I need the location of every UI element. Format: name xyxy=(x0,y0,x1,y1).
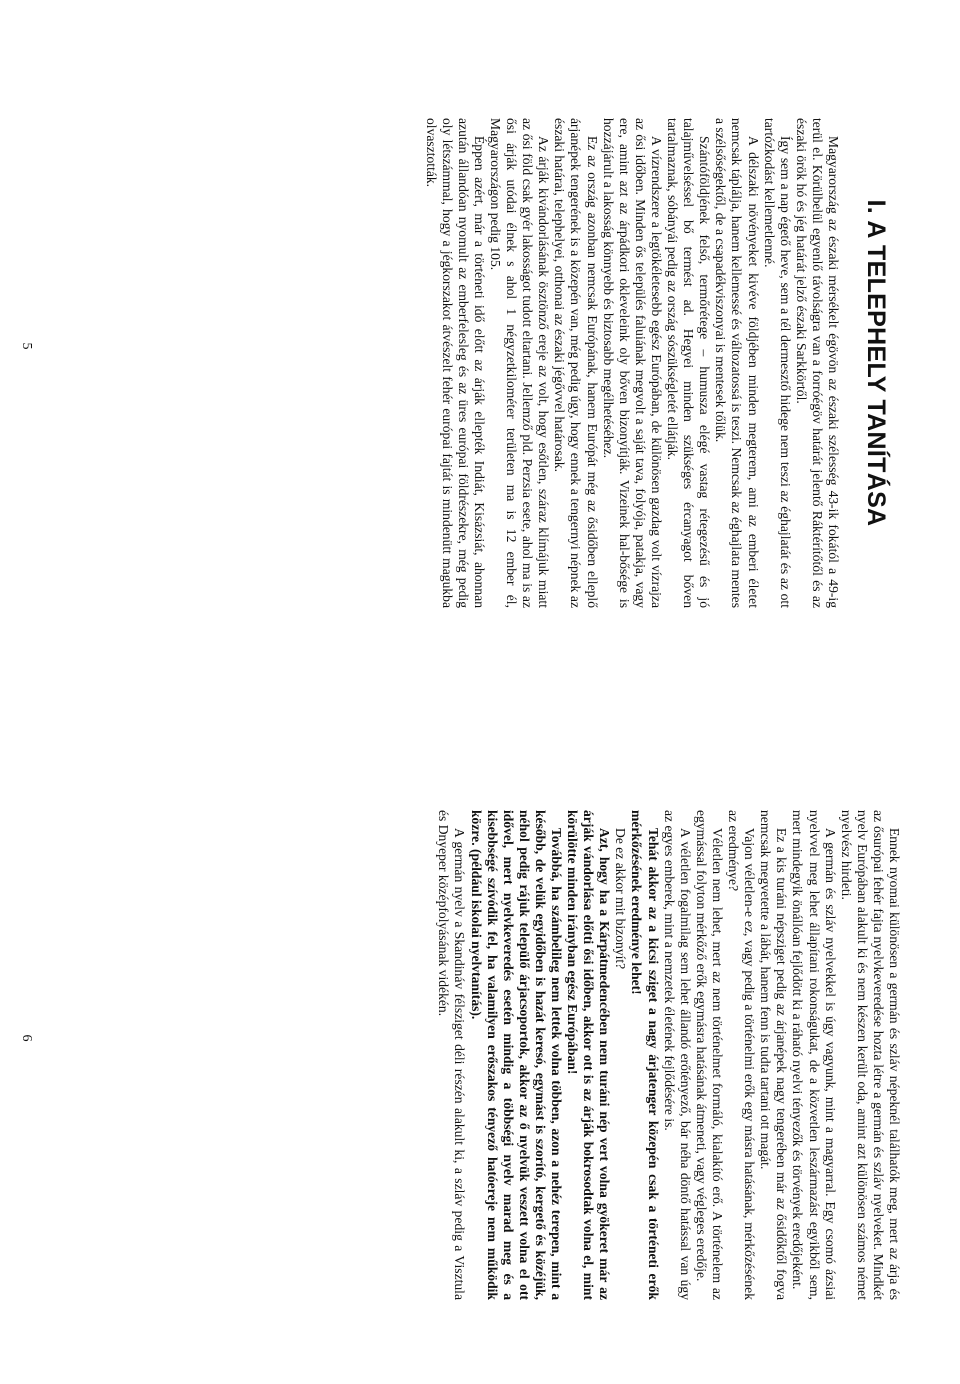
paragraph: A véletlen fogalmilag sem lehet állandó erőtényező, bár néha döntő hatással van úgy az egyes emberek, mint a nemzetek életének fejlődésére is. xyxy=(661,810,693,1300)
page-6-rotated-sheet xyxy=(0,692,960,1384)
paragraph: Magyarország az északi mérsékelt égövön az északi szélesség 43-ik fokától a 49-ig terül el. Körülbelül egyenlő távolságra van a forróégöv határát jelentő Ráktérítőtől és az északi örök hó és jég határát jelző északi Sarkkörtől. xyxy=(793,118,841,608)
paragraph: Ez a kis turáni népsziget pedig az árjanépek nagy tengerében már az ősidőktől fogva nemcsak megvetette a lábát, hanem fenn is tudta tartani ott magát. xyxy=(758,810,790,1300)
paragraph: Éppen azért, már a történeti idő előtt az árják ellepték Indiát, Kisázsiát, ahonnan azután állandóan nyomult az emberfelesleg és az üres európai földrészekre, még pedig oly létszámmal, hogy a jégkorszakot átvészelt fehér európai fajtát is mindenütt magukba olvasztották. xyxy=(423,118,487,608)
paragraph: Így sem a nap égető heve, sem a tél dermesztő hidege nem teszi az éghajlatát és az ott tartózkodást kellemetlenné. xyxy=(761,118,793,608)
book-page-6 xyxy=(0,692,960,1384)
paragraph: Véletlen nem lehet, mert az nem történelmet formáló, kialakító erő. A történelem az egymással folyton mérkőző erők egymásra hatásának átmeneti, vagy végleges eredője. xyxy=(693,810,725,1300)
paragraph: Tehát akkor az a kicsi sziget a nagy árjatenger közepén csak a történeti erők mérkőzésének eredménye lehet! xyxy=(629,810,661,1300)
page-6-text-column xyxy=(70,810,902,1300)
paragraph: A vízrendszere a legtökéletesebb egész Európában, de különösen gazdag volt vízrajza az ősi időben. Minden ős település faluiának megvolt a saját tava, folyója, patakja, vagy ere, amint azt az árpádkori okleveleink oly bőven bizonyítják. Vizeinek hal-bősége is hozzájárult a lakosság könnyebb és biztosabb megélhetéséhez. xyxy=(600,118,664,608)
paragraph: Továbbá, ha számbelileg nem lettek volna többen, azon a nehéz terepen, mint a később, de velük egyidőben is hazát keresó, egymást is szorító, kergető és közéjük, néhol pedig rájuk települő árjacsoportok, akkor az ő nyelvük veszett volna el ott idővel, mert nyelvkeveredés esetén mindig a többségi nyelv marad meg és a kisebbségé szívódik fel, ha valamilyen erőszakos tényező hatóereje nem működik közre. (például iskolai nyelvtanítás). xyxy=(468,810,565,1300)
page-number-6: 6 xyxy=(19,1034,34,1042)
page-5-text-column xyxy=(70,118,890,608)
paragraph: Az árják kivándorlásának ösztönző ereje az volt, hogy esőtlen, száraz klímájuk miatt az ősi föld csak gyér lakosságot tudott eltartani. Jellemző pld. Perzsia esete, ahol ma is az ősi árják utódai élnek s ahol 1 négyzetkilométer területen ma is 12 ember él, Magyarországon pedig 105. xyxy=(488,118,552,608)
paragraph: Ez az ország azonban nemcsak Európának, hanem Európát még az ősidőben elleplő árjanépek tengerének is a közepén van, még pedig úgy, hogy ennek a tengernyi népnek az északi határai, telephelyei, otthonai az északi jégővvel határosak. xyxy=(552,118,600,608)
paragraph: Azt, hogy ha a Kárpátmedencében nem turáni nép vert volna gyökeret már az árják vándorlása előtti ősi időben, akkor ott is az árják bokrosodtak volna el, mint körülötte minden irányban egész Európában! xyxy=(565,810,613,1300)
page-5-body xyxy=(423,118,841,608)
paragraph: A germán és szláv nyelvekkel is úgy vagyunk, mint a magyarral. Egy csomó ázsiai nyelvvel meg lehet állapítani rokonságukat, de a közvetlen leszármazást egyikből sem, mert mindegyik önállóan fejlődött ki a ráható nyelvi tényezők és törvények eredőjeként. xyxy=(790,810,838,1300)
page-number-5: 5 xyxy=(19,342,34,350)
paragraph: A germán nyelv a Skandináv félsziget déli részén alakult ki, a szláv pedig a Visztula és Dnyeper középfolyásának vidékén. xyxy=(436,810,468,1300)
paragraph: A délszaki növényeket kivéve földjében minden megterem, ami az emberi életet nemcsak táplálja, hanem kellemessé és változatossá is teszi. Nemcsak az éghajlata mentes a szélsőségektől, de a csapadékviszonyai is mentesek tőlük. xyxy=(713,118,761,608)
paragraph: Ennek nyomai különösen a germán és szláv népeknél találhatók meg, mert az árja és az ősurópai fehér fajta nyelvkeveredése hozta létre a germán és szláv nyelveket. Mindkét nyelv Európában alakult ki és nem készen került oda, amint azt különösen számos német nyelvész hirdeti. xyxy=(838,810,902,1300)
chapter-title: I. A TELEPHELY TANÍTÁSA xyxy=(862,199,890,527)
paragraph: Vajon véletlen-e ez, vagy pedig a történelmi erők egy másra hatásának, mérkőzésének az eredménye? xyxy=(726,810,758,1300)
page-6-body xyxy=(435,810,902,1300)
paragraph: De ez akkor mit bizonyít? xyxy=(613,828,629,970)
paragraph: Szántóföldjének felső, termőrétege – humusza elégé vastag rétegezésű és jó talajművelséssel bő termést ad. Hegyei minden szükséges ércanyagot bőven tartalmaznak, sóbányái pedig az ország sószükségletét ellátják. xyxy=(665,118,713,608)
